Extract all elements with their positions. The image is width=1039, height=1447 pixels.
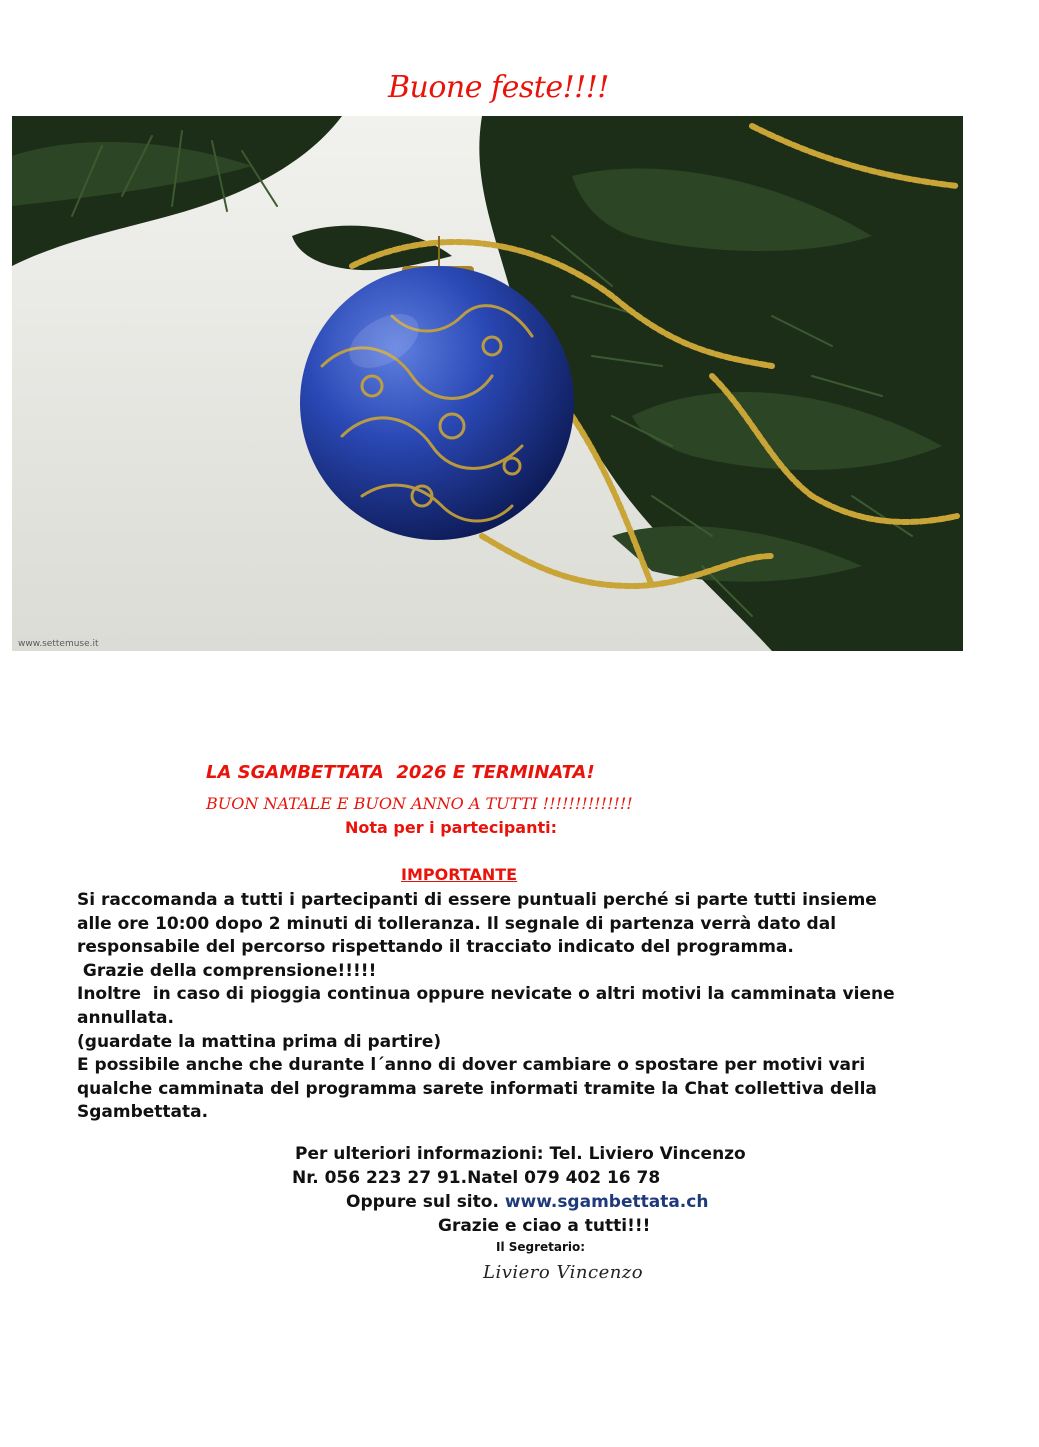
- note-line: Sgambettata.: [77, 1102, 209, 1123]
- website-prefix: Oppure sul sito.: [346, 1192, 505, 1212]
- note-line: Inoltre in caso di pioggia continua oppure nevicate o altri motivi la camminata viene: [77, 984, 895, 1005]
- note-line: alle ore 10:00 dopo 2 minuti di tolleranza. Il segnale di partenza verrà dato dal: [77, 913, 837, 934]
- contact-numbers: Nr. 056 223 27 91.Natel 079 402 16 78: [292, 1168, 661, 1188]
- website-line: [346, 1192, 708, 1212]
- signature: Liviero Vincenzo: [483, 1262, 644, 1283]
- holiday-wishes: BUON NATALE E BUON ANNO A TUTTI !!!!!!!!!!!!!!: [206, 794, 633, 813]
- christmas-ornament-photo: [12, 116, 963, 651]
- thanks-line: Grazie e ciao a tutti!!!: [438, 1216, 651, 1236]
- note-line: Grazie della comprensione!!!!!: [77, 960, 377, 981]
- note-line: responsabile del percorso rispettando il tracciato indicato del programma.: [77, 937, 794, 958]
- note-line: qualche camminata del programma sarete informati tramite la Chat collettiva della: [77, 1078, 877, 1099]
- note-line: Si raccomanda a tutti i partecipanti di essere puntuali perché si parte tutti insieme: [77, 890, 877, 910]
- contact-info: Per ulteriori informazioni: Tel. Liviero Vincenzo: [295, 1144, 746, 1164]
- secretary-label: Il Segretario:: [496, 1240, 586, 1254]
- important-label: IMPORTANTE: [401, 865, 518, 884]
- note-line: E possibile anche che durante l´anno di dover cambiare o spostare per motivi vari: [77, 1055, 866, 1076]
- photo-credit: www.settemuse.it: [18, 639, 99, 649]
- announcement-title: LA SGAMBETTATA 2026 E TERMINATA!: [206, 762, 595, 783]
- participant-notes: [77, 889, 1017, 1125]
- note-heading: Nota per i partecipanti:: [345, 818, 557, 837]
- note-line: (guardate la mattina prima di partire): [77, 1031, 442, 1052]
- greeting-headline: Buone feste!!!!: [388, 70, 609, 105]
- website-link[interactable]: www.sgambettata.ch: [504, 1192, 709, 1212]
- note-line: annullata.: [77, 1007, 174, 1028]
